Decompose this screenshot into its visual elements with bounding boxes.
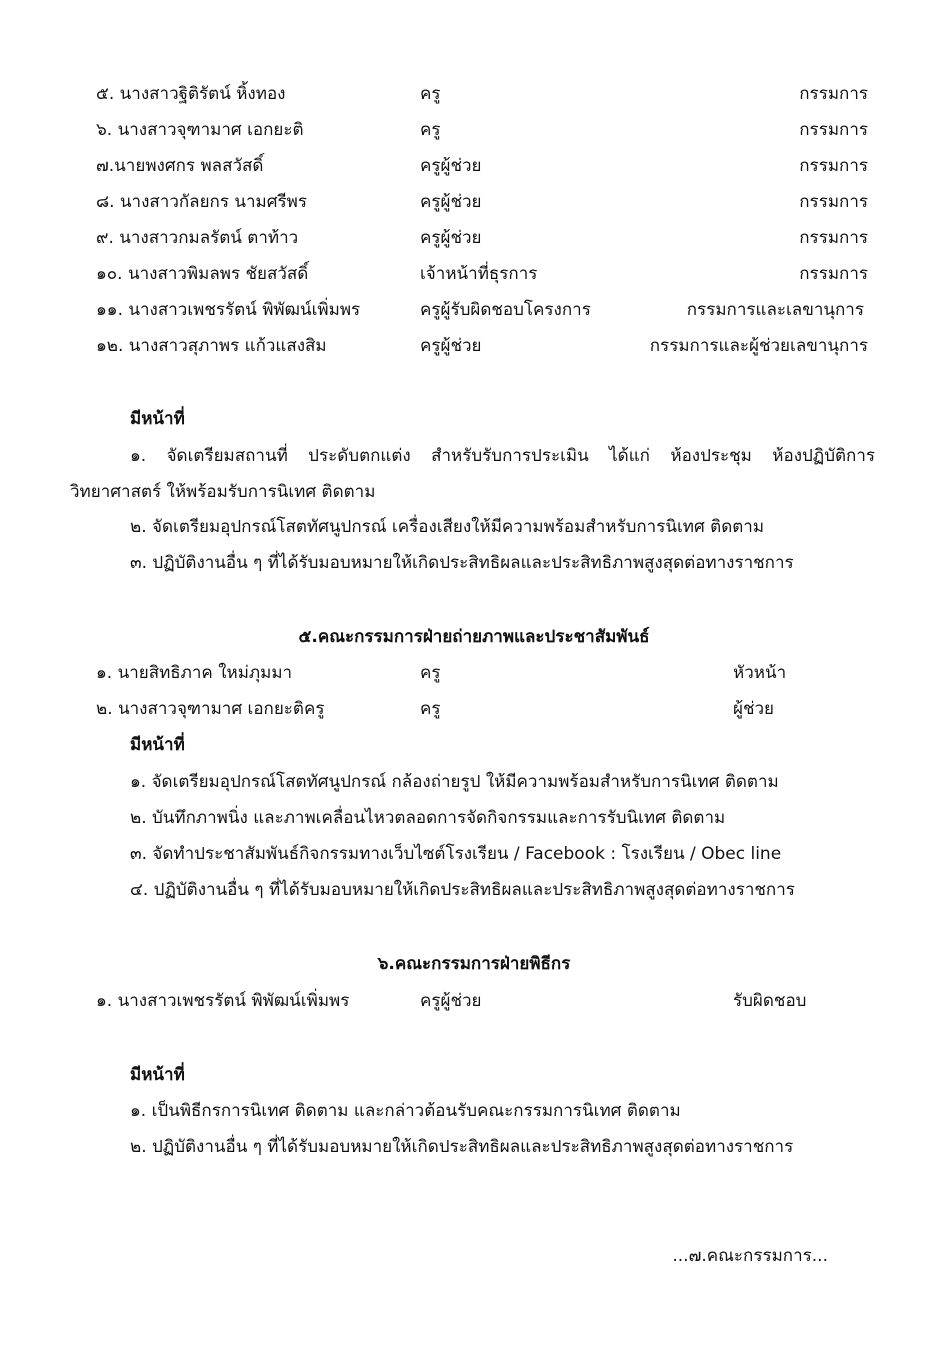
- member-name: ๕. นางสาวฐิติรัตน์ หิ้งทอง: [96, 84, 286, 104]
- member-role: เจ้าหน้าที่ธุรการ: [420, 264, 538, 284]
- member-name: ๑๒. นางสาวสุภาพร แก้วแสงสิม: [96, 336, 327, 356]
- member-name: ๘. นางสาวกัลยกร นามศรีพร: [96, 192, 307, 212]
- member-role: ครู: [420, 120, 441, 140]
- section-title: ๖.คณะกรรมการฝ่ายพิธีกร: [377, 954, 571, 974]
- member-name: ๑. นายสิทธิภาค ใหม่ภุมมา: [96, 663, 293, 683]
- member-row: [0, 292, 948, 328]
- member-role: ครูผู้ช่วย: [420, 156, 482, 176]
- member-duty: กรรมการและเลขานุการ: [686, 300, 864, 320]
- duty-item: ๑. จัดเตรียมสถานที่ ประดับตกแต่ง สำหรับรับการประเมิน ได้แก่ ห้องประชุม ห้องปฏิบัติการวิทยาศาสตร์ ให้พร้อมรับการนิเทศ ติดตาม: [70, 446, 875, 502]
- duty-item: ๑. จัดเตรียมอุปกรณ์โสตทัศนูปกรณ์ กล้องถ่ายรูป ให้มีความพร้อมสำหรับการนิเทศ ติดตาม: [130, 772, 779, 792]
- member-name: ๙. นางสาวกมลรัตน์ ตาท้าว: [96, 228, 299, 248]
- member-duty: กรรมการและผู้ช่วยเลขานุการ: [649, 336, 868, 356]
- member-role: ครูผู้รับผิดชอบโครงการ: [420, 300, 591, 320]
- duty-item: ๓. จัดทำประชาสัมพันธ์กิจกรรมทางเว็บไซต์โรงเรียน / Facebook : โรงเรียน / Obec line: [130, 844, 782, 864]
- duty-heading: มีหน้าที่: [130, 735, 185, 755]
- member-role: ครู: [420, 699, 441, 719]
- member-duty: หัวหน้า: [733, 663, 787, 683]
- duty-item: ๒. ปฏิบัติงานอื่น ๆ ที่ได้รับมอบหมายให้เกิดประสิทธิผลและประสิทธิภาพสูงสุดต่อทางราชการ: [130, 1137, 794, 1157]
- member-row: [0, 220, 948, 256]
- member-role: ครูผู้ช่วย: [420, 192, 482, 212]
- member-duty: ผู้ช่วย: [733, 699, 775, 719]
- member-role: ครูผู้ช่วย: [420, 336, 482, 356]
- member-duty: กรรมการ: [799, 264, 868, 284]
- duty-item: ๒. บันทึกภาพนิ่ง และภาพเคลื่อนไหวตลอดการจัดกิจกรรมและการรับนิเทศ ติดตาม: [130, 808, 726, 828]
- duty-item: ๓. ปฏิบัติงานอื่น ๆ ที่ได้รับมอบหมายให้เกิดประสิทธิผลและประสิทธิภาพสูงสุดต่อทางราชการ: [130, 553, 794, 573]
- duty-heading: มีหน้าที่: [130, 409, 185, 429]
- member-duty: กรรมการ: [799, 156, 868, 176]
- duty-item: ๔. ปฏิบัติงานอื่น ๆ ที่ได้รับมอบหมายให้เกิดประสิทธิผลและประสิทธิภาพสูงสุดต่อทางราชการ: [130, 880, 795, 900]
- member-duty: กรรมการ: [799, 120, 868, 140]
- member-name: ๖. นางสาวจุฑามาศ เอกยะติ: [96, 120, 304, 140]
- member-role: ครู: [420, 84, 441, 104]
- member-row: [0, 256, 948, 292]
- member-row: [0, 76, 948, 112]
- member-name: ๑๐. นางสาวพิมลพร ชัยสวัสดิ์: [96, 264, 309, 284]
- member-name: ๑. นางสาวเพชรรัตน์ พิพัฒน์เพิ่มพร: [96, 991, 350, 1011]
- duty-heading: มีหน้าที่: [130, 1065, 185, 1085]
- member-row: [0, 112, 948, 148]
- member-row: [0, 184, 948, 220]
- member-duty: กรรมการ: [799, 192, 868, 212]
- member-role: ครูผู้ช่วย: [420, 991, 482, 1011]
- member-duty: กรรมการ: [799, 84, 868, 104]
- section-title: ๕.คณะกรรมการฝ่ายถ่ายภาพและประชาสัมพันธ์: [298, 627, 650, 647]
- duty-item: ๒. จัดเตรียมอุปกรณ์โสตทัศนูปกรณ์ เครื่องเสียงให้มีความพร้อมสำหรับการนิเทศ ติดตาม: [130, 517, 765, 537]
- continuation-note: ...๗.คณะกรรมการ...: [672, 1246, 828, 1266]
- member-row: [0, 691, 948, 727]
- member-duty: กรรมการ: [799, 228, 868, 248]
- member-name: ๗.นายพงศกร พลสวัสดิ์: [96, 156, 264, 176]
- member-name: ๑๑. นางสาวเพชรรัตน์ พิพัฒน์เพิ่มพร: [96, 300, 361, 320]
- member-row: [0, 983, 948, 1019]
- member-name: ๒. นางสาวจุฑามาศ เอกยะติครู: [96, 699, 325, 719]
- member-row: [0, 328, 948, 364]
- member-duty: รับผิดชอบ: [733, 991, 807, 1011]
- member-role: ครูผู้ช่วย: [420, 228, 482, 248]
- member-row: [0, 655, 948, 691]
- duty-item: ๑. เป็นพิธีกรการนิเทศ ติดตาม และกล่าวต้อนรับคณะกรรมการนิเทศ ติดตาม: [130, 1101, 681, 1121]
- member-role: ครู: [420, 663, 441, 683]
- member-row: [0, 148, 948, 184]
